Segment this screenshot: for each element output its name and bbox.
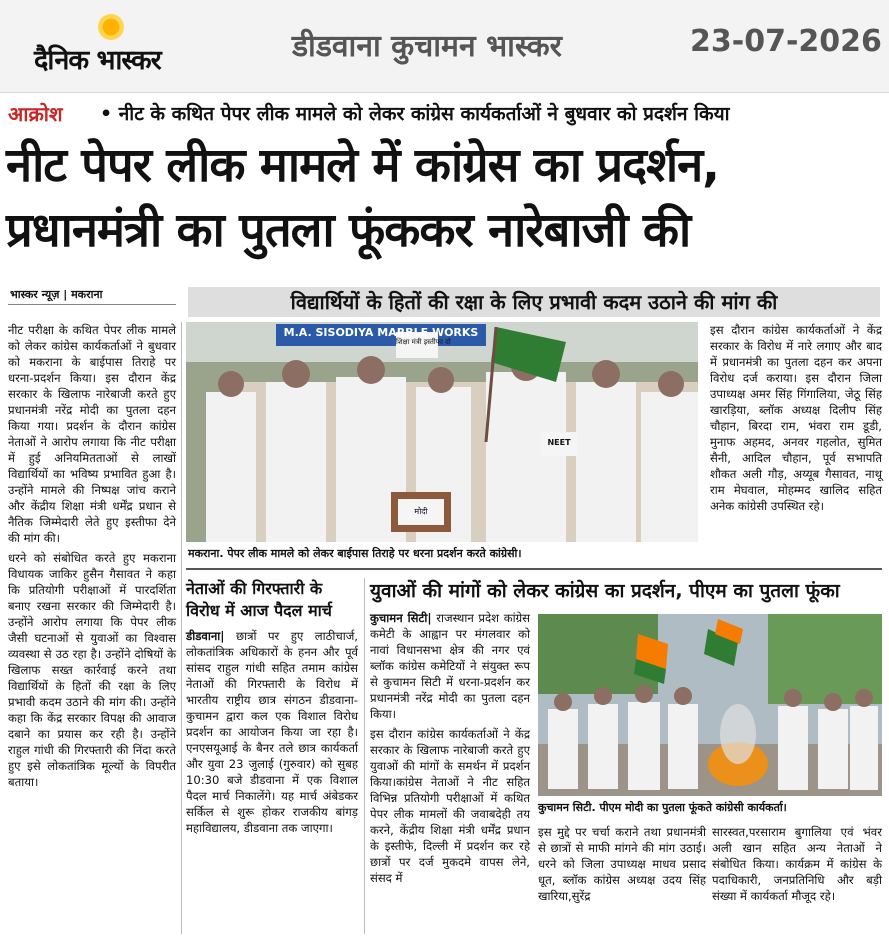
kicker: • नीट के कथित पेपर लीक मामले को लेकर कांग्रेस कार्यकर्ताओं ने बुधवार को प्रदर्शन किया xyxy=(100,103,730,125)
kicker-tag: आक्रोश xyxy=(8,102,63,126)
photo-banner-text: M.A. SISODIYA MARBLE WORKS xyxy=(283,326,479,339)
placard-text: NEET xyxy=(547,438,571,447)
story3-column-2: इस मुद्दे पर चर्चा कराने तथा प्रधानमंत्री से छात्रों से माफी मांगने की मांग उठाई।धरने को जिला उपाध्यक्ष माधव प्रसाद धूत, ब्लॉक कांग्रेस अध्यक्ष उदय सिंह खारिया,सुरेंद्र xyxy=(538,825,706,903)
story3-text: राजस्थान प्रदेश कांग्रेस कमेटी के आह्वान पर मंगलवार को नावां विधानसभा क्षेत्र की नगर एवं ब्लॉक कांग्रेस कमेटियों ने संयुक्त रूप से कुचामन सिटी में धरना-प्रदर्शन कर प्रधानमंत्री नरेंद्र मोदी का पुतला दहन किया। xyxy=(370,611,531,721)
story3-column-3: सारस्वत,परसाराम बुगालिया एवं भंवर अली खान सहित अन्य नेताओं ने संबोधित किया। कार्यक्रम में कांग्रेस के पदाधिकारी, जनप्रतिनिधि और बड़ी संख्या में कार्यकर्ता मौजूद रहे। xyxy=(712,825,882,903)
story3-column-1 xyxy=(370,610,530,934)
story-paragraph: धरने को संबोधित करते हुए मकराना विधायक जाकिर हुसैन गैसावत ने कहा कि प्रतियोगी परीक्षाओं में पारदर्शिता बनाए रखना सरकार की जिम्मेदारी है। उन्होंने आरोप लगाया कि पेपर लीक जैसी घटनाओं से युवाओं का विश्वास व्यवस्था से उठ रहा है। उन्होंने दोषियों के खिलाफ सख्त कार्रवाई करने तथा विद्यार्थियों के हितों की रक्षा के लिए प्रभावी कदम उठाने की मांग की। उन्होंने कहा कि केंद्र सरकार विपक्ष की आवाज दबाने का प्रयास कर रही है। उन्होंने राहुल गांधी की गिरफ्तारी की निंदा करते हुए इसे लोकतांत्रिक मूल्यों के विपरीत बताया। xyxy=(8,551,176,789)
photo-caption: मकराना. पेपर लीक मामले को लेकर बाईपास तिराहे पर धरना प्रदर्शन करते कांग्रेसी। xyxy=(188,547,522,560)
edition-title: डीडवाना कुचामन भास्कर xyxy=(292,29,562,64)
story2-body xyxy=(186,628,358,934)
story3-dateline: कुचामन सिटी| xyxy=(370,611,432,625)
placard-text: मोदी xyxy=(414,507,428,516)
column-divider xyxy=(364,578,365,934)
story-column-right: इस दौरान कांग्रेस कार्यकर्ताओं ने केंद्र सरकार के विरोध में नारे लगाए और बाद में प्रधानमंत्री का पुतला दहन कर अपना विरोध दर्ज कराया। इस दौरान जिला उपाध्यक्ष अमर सिंह गिंगालिया, जेठू सिंह खारड़िया, ब्लॉक अध्यक्ष दिलीप सिंह चौहान, बिरदा राम, भंवरा राम डूडी, मुनाफ अहमद, अनवर गहलोत, सुमित सैनी, आदिल चौहान, पूर्व सभापति शौकत अली गौड़, अय्यूब गैसावत, नाथू राम मेघवाल, मोहम्मद खालिद सहित अनेक कांग्रेसी उपस्थित रहे। xyxy=(710,323,882,513)
protest-photo-kuchaman xyxy=(538,614,882,796)
newspaper-logo: दैनिक भास्कर xyxy=(34,45,161,76)
story-paragraph: इस दौरान कांग्रेस कार्यकर्ताओं ने केंद्र सरकार के खिलाफ नारेबाजी करते हुए युवाओं की मांगों के समर्थन में प्रदर्शन किया।कांग्रेस नेताओं ने नीट सहित विभिन्न प्रतियोगी परीक्षाओं में कथित पेपर लीक मामलों की जवाबदेही तय करने, केंद्रीय शिक्षा मंत्री धर्मेंद्र प्रधान के इस्तीफे, दिल्ली में प्रदर्शन कर रहे छात्रों पर दर्ज मुकदमे वापस लेने, संसद में xyxy=(370,727,530,885)
sun-logo-icon xyxy=(98,14,124,40)
headline-line-1: नीट पेपर लीक मामले में कांग्रेस का प्रदर्शन, xyxy=(6,138,720,193)
story2-text: छात्रों पर हुए लाठीचार्ज, लोकतांत्रिक अधिकारों के हनन और पूर्व सांसद राहुल गांधी सहित तमाम कांग्रेस नेताओं की गिरफ्तारी के विरोध में भारतीय राष्ट्रीय छात्र संगठन डीडवाना-कुचामन द्वारा कल एक विशाल विरोध प्रदर्शन का आयोजन किया जा रहा है। एनएसयूआई के बैनर तले छात्र कार्यकर्ता और युवा 23 जुलाई (गुरुवार) को सुबह 10:30 बजे डीडवाना में एक विशाल पैदल मार्च निकालेंगे। यह मार्च अंबेडकर सर्किल से शुरू होकर राजकीय बांगड़ महाविद्यालय, डीडवाना तक जाएगा। xyxy=(186,629,358,835)
protest-photo-makrana xyxy=(186,322,698,542)
story-column-left xyxy=(8,322,176,934)
story-paragraph xyxy=(370,610,530,722)
main-headline xyxy=(6,133,886,263)
photo-caption: कुचामन सिटी. पीएम मोदी का पुतला फूंकते कांग्रेसी कार्यकर्ता। xyxy=(538,801,787,814)
headline-line-2: प्रधानमंत्री का पुतला फूंककर नारेबाजी की xyxy=(6,203,691,258)
story2-dateline: डीडवाना| xyxy=(186,629,225,643)
column-divider xyxy=(181,322,182,934)
story-paragraph: नीट परीक्षा के कथित पेपर लीक मामले को लेकर कांग्रेस कार्यकर्ताओं ने बुधवार को मकराना के बाईपास तिराहे पर धरना-प्रदर्शन किया। इस दौरान केंद्र सरकार के खिलाफ नारेबाजी करते हुए प्रधानमंत्री नरेंद्र मोदी का पुतला दहन किया गया। प्रदर्शन के दौरान कांग्रेस नेताओं ने आरोप लगाया कि नीट परीक्षा में हुई अनियमितताओं से लाखों विद्यार्थियों का भविष्य प्रभावित हुआ है। उन्होंने मामले की निष्पक्ष जांच कराने और केंद्रीय शिक्षा मंत्री धर्मेंद्र प्रधान से नैतिक जिम्मेदारी लेते हुए इस्तीफा देने की मांग की। xyxy=(8,323,176,545)
byline-rule xyxy=(8,304,176,305)
placard-text: शिक्षा मंत्री इस्तीफा दो xyxy=(396,338,451,346)
edition-date: 23-07-2026 xyxy=(690,24,882,59)
byline: भास्कर न्यूज़ | मकराना xyxy=(10,288,103,301)
section-rule xyxy=(186,568,882,570)
story2-headline: नेताओं की गिरफ्तारी के विरोध में आज पैदल मार्च xyxy=(186,579,332,620)
subheadline: विद्यार्थियों के हितों की रक्षा के लिए प्रभावी कदम उठाने की मांग की xyxy=(290,290,778,314)
effigy-burning-illustration xyxy=(538,614,882,796)
story3-headline: युवाओं की मांगों को लेकर कांग्रेस का प्रदर्शन, पीएम का पुतला फूंका xyxy=(370,580,840,602)
